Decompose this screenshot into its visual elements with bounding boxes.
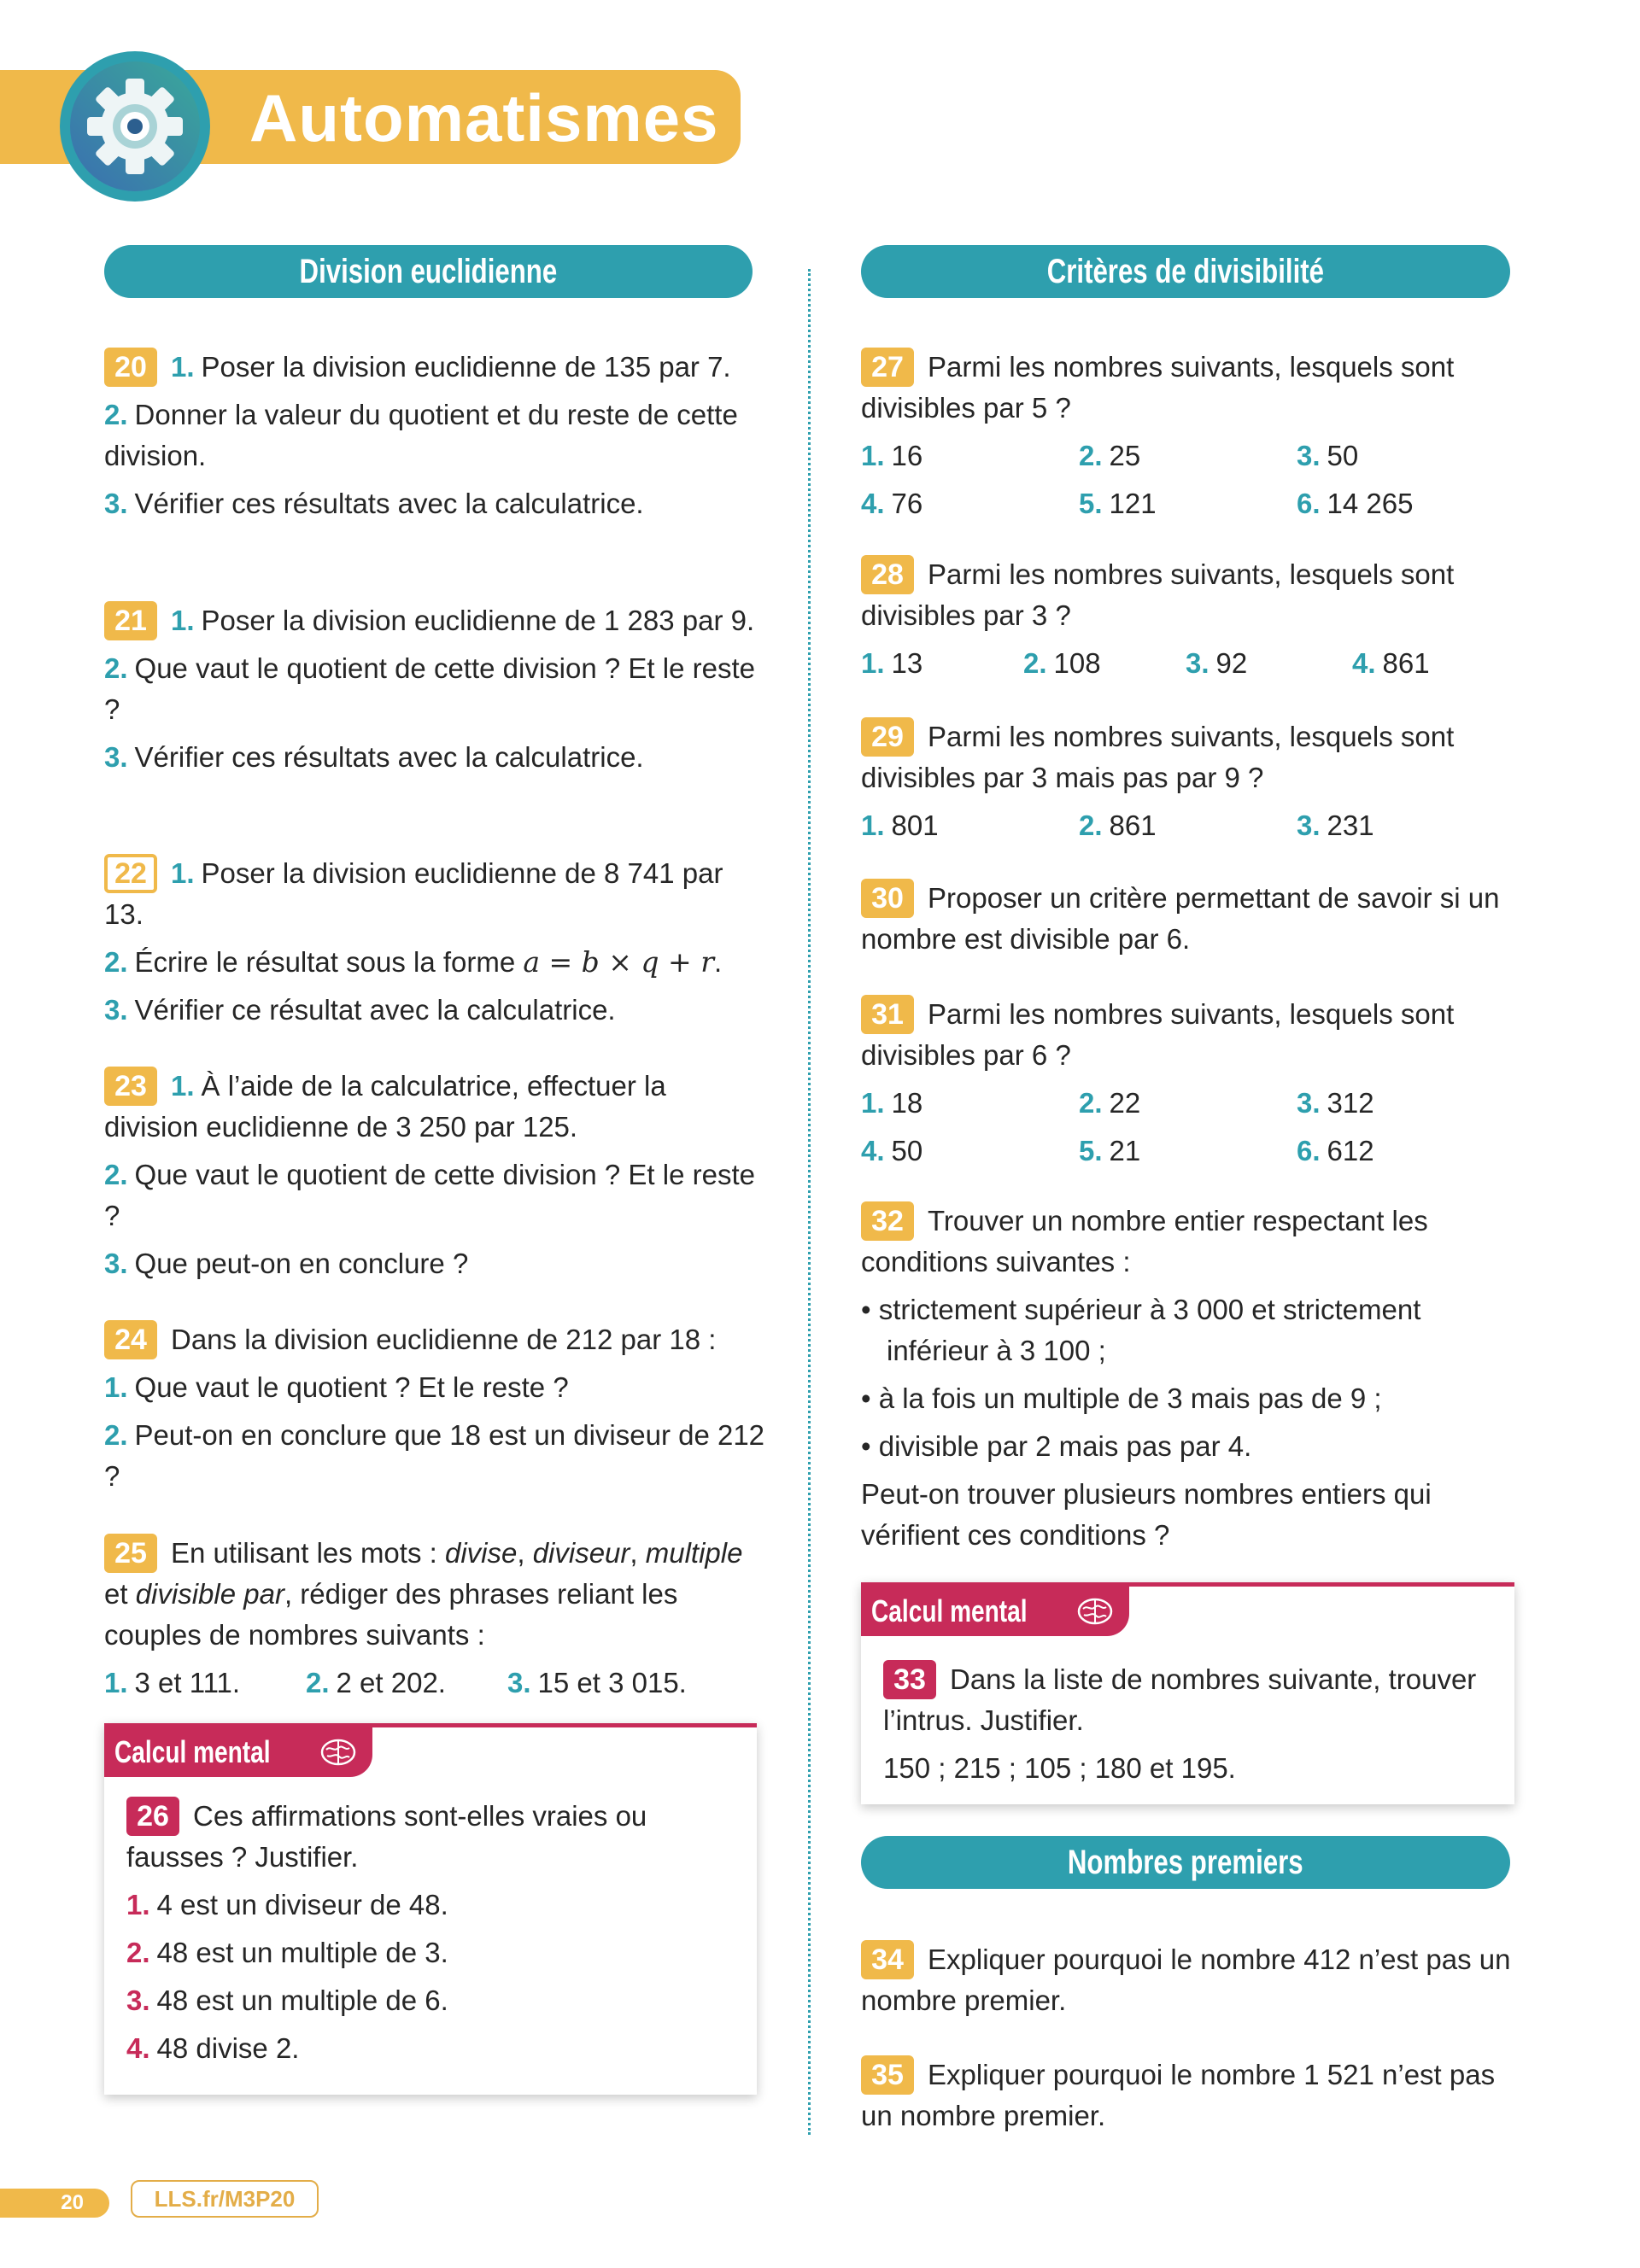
exercise-27 [861,347,1519,531]
question-text: Peut-on trouver plusieurs nombres entiers qui vérifient ces conditions ? [861,1478,1432,1551]
option-number: 2. [306,1667,330,1698]
question-item [104,1154,762,1236]
options-row [861,1083,1519,1124]
calcul-mental-box [861,1582,1514,1804]
question-item [126,2028,741,2069]
question-item [104,1066,762,1148]
question-text: À l’aide de la calculatrice, effectuer la division euclidienne de 3 250 par 125. [104,1070,666,1143]
exercise-21 [104,600,762,785]
question-text: 48 est un multiple de 3. [156,1937,448,1968]
option-number: 6. [1297,1135,1321,1166]
exercise-statement [104,1533,762,1656]
option-value: 18 [891,1087,923,1119]
bullet-item [861,1289,1519,1371]
question-text: Parmi les nombres suivants, lesquels sont divisibles par 3 mais pas par 9 ? [861,721,1455,793]
question-number: 1. [171,605,195,636]
option-value: 14 265 [1327,488,1414,519]
exercise-29 [861,716,1519,853]
option-number: 1. [861,810,885,841]
exercise-number-badge: 24 [104,1320,157,1359]
statement-run: diviseur [532,1537,630,1569]
option-number: 4. [861,488,885,519]
option-number: 3. [1297,1087,1321,1119]
question-text: Expliquer pourquoi le nombre 412 n’est pas un nombre premier. [861,1944,1511,2016]
option-value: 25 [1109,440,1141,471]
question-text: Parmi les nombres suivants, lesquels sont divisibles par 5 ? [861,351,1455,424]
option-item [861,483,922,524]
bullet-item [861,1426,1519,1467]
option-value: 50 [1327,440,1359,471]
exercise-number-badge: 20 [104,348,157,387]
option-item [1297,435,1358,476]
exercise-23 [104,1066,762,1291]
question-text: Poser la division euclidienne de 135 par 7. [201,351,731,383]
options-row [104,1663,762,1704]
question-text: à la fois un multiple de 3 mais pas de 9 ; [878,1382,1382,1414]
exercise-24 [104,1319,770,1504]
option-value: 76 [891,488,923,519]
exercise-statement [861,1201,1519,1283]
exercise-statement [861,1939,1519,2021]
calcul-mental-box [104,1723,757,2095]
question-item [104,395,762,476]
option-item [1352,643,1430,684]
option-value: 50 [891,1135,923,1166]
option-item [861,1131,922,1172]
statement-run: multiple [645,1537,743,1569]
option-item [1023,643,1101,684]
exercise-number-badge: 31 [861,995,914,1034]
question-number: 2. [104,1419,128,1451]
question-text: Que peut-on en conclure ? [134,1248,469,1279]
question-text: Vérifier ces résultats avec la calculatrice. [134,488,644,519]
calcul-mental-tag [861,1587,1129,1636]
question-text: 150 ; 215 ; 105 ; 180 et 195. [883,1752,1236,1784]
question-number: 2. [104,399,128,430]
brain-icon [319,1738,357,1767]
option-item [861,1083,922,1124]
section-title: Division euclidienne [299,252,558,290]
exercise-25 [104,1533,762,1710]
calcul-mental-tag [104,1727,372,1777]
option-item [1079,805,1157,846]
option-value: 861 [1382,647,1430,679]
question-text: Parmi les nombres suivants, lesquels sont divisibles par 6 ? [861,998,1455,1071]
calcul-mental-label: Calcul mental [114,1734,271,1769]
option-item [861,435,922,476]
bullet-marker: • [861,1382,871,1414]
question-text: Vérifier ce résultat avec la calculatrice. [134,994,616,1026]
exercise-statement [861,347,1519,429]
question-text: Trouver un nombre entier respectant les conditions suivantes : [861,1205,1428,1277]
option-number: 5. [1079,1135,1103,1166]
option-value: 231 [1327,810,1374,841]
exercise-number-badge: 21 [104,601,157,640]
question-number: 3. [104,1248,128,1279]
section-header-criteres [861,245,1510,298]
question-text: divisible par 2 mais pas par 4. [878,1430,1252,1462]
exercise-number-badge: 23 [104,1067,157,1106]
question-item [104,1415,770,1497]
option-item [861,805,939,846]
question-text: 48 divise 2. [156,2032,300,2064]
question-item [104,648,762,730]
exercise-number-badge: 29 [861,717,914,757]
option-value: 22 [1109,1087,1141,1119]
option-number: 3. [1297,810,1321,841]
section-title: Nombres premiers [1068,1843,1303,1881]
question-text: Ces affirmations sont-elles vraies ou fausses ? Justifier. [126,1800,647,1873]
question-number: 3. [104,488,128,519]
exercise-statement [126,1796,741,1878]
calcul-mental-label: Calcul mental [871,1593,1028,1628]
options-row [861,435,1519,476]
option-number: 5. [1079,488,1103,519]
question-text: Que vaut le quotient de cette division ? Et le reste ? [104,652,755,725]
question-text: Que vaut le quotient de cette division ? Et le reste ? [104,1159,755,1231]
option-number: 2. [1079,1087,1103,1119]
option-item [507,1663,687,1704]
options-row [861,805,1519,846]
exercise-26 [126,1796,741,2076]
formula: a = b × q + r [523,945,714,979]
option-number: 4. [861,1135,885,1166]
question-text: Proposer un critère permettant de savoir si un nombre est divisible par 6. [861,882,1500,955]
exercise-statement [104,1319,770,1360]
option-value: 312 [1327,1087,1374,1119]
option-number: 2. [1079,810,1103,841]
option-number: 3. [1297,440,1321,471]
bullet-marker: • [861,1430,871,1462]
option-value: 16 [891,440,923,471]
option-number: 1. [104,1667,128,1698]
question-item [104,737,762,778]
question-number: 4. [126,2032,150,2064]
option-item [1079,1083,1140,1124]
question-item [104,1367,770,1408]
column-divider [808,269,811,2135]
option-item [1297,1131,1374,1172]
option-number: 3. [1186,647,1210,679]
exercise-30 [861,878,1519,967]
resource-link[interactable]: LLS.fr/M3P20 [131,2180,319,2218]
question-item [104,347,762,388]
options-row [861,1131,1519,1172]
question-number: 2. [126,1937,150,1968]
options-row [861,643,1519,684]
question-number: 1. [171,351,195,383]
question-number: 2. [104,652,128,684]
exercise-statement [861,994,1519,1076]
exercise-number-badge: 34 [861,1940,914,1979]
option-value: 13 [891,647,923,679]
question-number: 3. [104,741,128,773]
exercise-33 [883,1659,1498,1796]
option-item [306,1663,446,1704]
exercise-statement [861,554,1519,636]
section-title: Critères de divisibilité [1046,252,1325,290]
exercise-31 [861,994,1519,1178]
statement-run: En utilisant les mots : [171,1537,445,1569]
option-value: 801 [891,810,939,841]
option-item [861,643,922,684]
option-number: 2. [1023,647,1047,679]
option-value: 121 [1109,488,1157,519]
bullet-item [861,1378,1519,1419]
exercise-statement [883,1748,1498,1789]
option-number: 3. [507,1667,531,1698]
question-text: Vérifier ces résultats avec la calculatrice. [134,741,644,773]
question-text: strictement supérieur à 3 000 et strictement inférieur à 3 100 ; [878,1294,1421,1366]
option-item [1079,1131,1140,1172]
option-item [1297,1083,1374,1124]
question-text: Que vaut le quotient ? Et le reste ? [134,1371,569,1403]
question-number: 1. [171,1070,195,1102]
question-item [104,1243,762,1284]
question-item [104,483,762,524]
question-number: 3. [126,1984,150,2016]
exercise-number-badge: 32 [861,1201,914,1241]
options-row [861,483,1519,524]
question-text: Poser la division euclidienne de 1 283 par 9. [201,605,755,636]
statement-run: , rédiger des phrases reliant les couples de nombres suivants : [104,1578,678,1651]
exercise-number-badge: 27 [861,348,914,387]
exercise-statement [883,1659,1498,1741]
question-text: Donner la valeur du quotient et du reste de cette division. [104,399,738,471]
option-item [1297,805,1374,846]
question-item [126,1980,741,2021]
question-item [126,1932,741,1973]
question-item [104,990,762,1031]
question-text: Parmi les nombres suivants, lesquels sont divisibles par 3 ? [861,558,1455,631]
option-number: 1. [861,1087,885,1119]
exercise-statement [861,2055,1519,2136]
question-text: Dans la liste de nombres suivante, trouver l’intrus. Justifier. [883,1663,1477,1736]
statement-run: et [104,1578,136,1610]
option-value: 612 [1327,1135,1374,1166]
exercise-number-badge: 22 [104,854,157,893]
option-value: 2 et 202. [336,1667,446,1698]
exercise-number-badge: 35 [861,2055,914,2095]
exercise-20 [104,347,762,531]
option-item [104,1663,240,1704]
statement-run: , [517,1537,533,1569]
exercise-32 [861,1201,1519,1563]
gear-icon [60,51,210,202]
question-number: 1. [171,857,195,889]
exercise-number-badge: 33 [883,1660,936,1699]
question-number: 1. [104,1371,128,1403]
exercise-number-badge: 30 [861,879,914,918]
option-value: 3 et 111. [134,1667,241,1698]
question-item [104,600,762,641]
exercise-35 [861,2055,1519,2143]
exercise-number-badge: 25 [104,1534,157,1573]
question-item [104,942,762,983]
question-number: 2. [104,1159,128,1190]
section-header-premiers [861,1836,1510,1889]
option-item [1079,435,1140,476]
option-number: 4. [1352,647,1376,679]
page-number: 20 [0,2189,109,2218]
option-item [1186,643,1247,684]
option-number: 1. [861,647,885,679]
question-text: Dans la division euclidienne de 212 par 18 : [171,1324,717,1355]
question-text: 4 est un diviseur de 48. [156,1889,448,1920]
question-text: Écrire le résultat sous la forme [134,946,524,978]
exercise-statement [861,716,1519,798]
exercise-statement [861,878,1519,960]
statement-run: divisible par [135,1578,284,1610]
option-value: 21 [1109,1135,1141,1166]
question-item [126,1885,741,1926]
exercise-number-badge: 28 [861,555,914,594]
exercise-number-badge: 26 [126,1797,179,1836]
option-number: 2. [1079,440,1103,471]
exercise-statement [861,1474,1519,1556]
question-text: 48 est un multiple de 6. [156,1984,448,2016]
statement-run: divise [444,1537,518,1569]
brain-icon [1076,1597,1114,1626]
question-number: 3. [104,994,128,1026]
exercise-28 [861,554,1519,691]
question-number: 2. [104,946,128,978]
bullet-marker: • [861,1294,871,1325]
question-text: Peut-on en conclure que 18 est un diviseur de 212 ? [104,1419,765,1492]
question-item [104,853,762,935]
exercise-22 [104,853,762,1038]
option-value: 15 et 3 015. [537,1667,687,1698]
question-text: Expliquer pourquoi le nombre 1 521 n’est pas un nombre premier. [861,2059,1496,2131]
option-value: 108 [1053,647,1101,679]
option-item [1297,483,1413,524]
section-header-division [104,245,753,298]
page-title: Automatismes [249,80,719,155]
option-value: 92 [1215,647,1248,679]
question-text: . [713,946,723,978]
exercise-34 [861,1939,1519,2028]
statement-run: , [630,1537,646,1569]
option-item [1079,483,1157,524]
option-number: 1. [861,440,885,471]
option-value: 861 [1109,810,1157,841]
question-number: 1. [126,1889,150,1920]
question-text: Poser la division euclidienne de 8 741 par 13. [104,857,723,930]
option-number: 6. [1297,488,1321,519]
